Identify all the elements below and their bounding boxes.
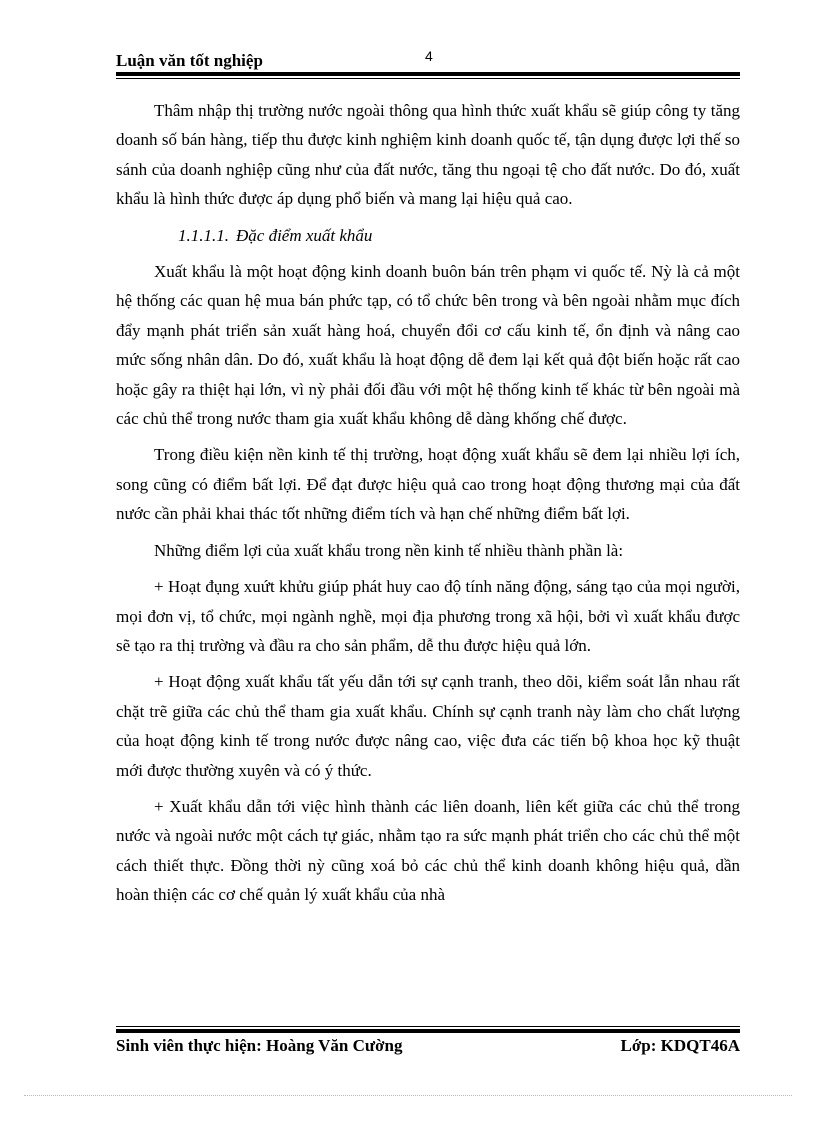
paragraph: Thâm nhập thị trường nước ngoài thông qua hình thức xuất khẩu sẽ giúp công ty tăng doanh số bán hàng, tiếp thu được kinh nghiệm kinh doanh quốc tế, tận dụng được lợi thế so sánh của doanh nghiệp cũng như của đất nước, tăng thu ngoại tệ cho đất nước. Do đó, xuất khẩu là hình thức được áp dụng phổ biến và mang lại hiệu quả cao. [116,101,740,209]
section-heading [116,221,740,250]
page-number: 4 [425,48,433,64]
paragraph: + Hoạt động xuất khẩu tất yếu dẫn tới sự cạnh tranh, theo dõi, kiểm soát lẫn nhau rất chặt trẽ giữa các chủ thể tham gia xuất khẩu. Chính sự cạnh tranh này làm cho chất lượng của hoạt động kinh tế trong nước được nâng cao, việc đưa các tiến bộ khoa học kỹ thuật mới được thường xuyên và có ý thức. [116,672,740,780]
footer-student: Sinh viên thực hiện: Hoàng Văn Cường [116,1036,403,1055]
page-edge-divider [24,1095,792,1096]
paragraph: Trong điều kiện nền kinh tế thị trường, hoạt động xuất khẩu sẽ đem lại nhiều lợi ích, song cũng có điểm bất lợi. Để đạt được hiệu quả cao trong hoạt động thương mại của đất nước cần phải khai thác tốt những điểm tích và hạn chế những điểm bất lợi. [116,445,740,524]
document-body [116,96,740,917]
section-title: Đặc điểm xuất khẩu [236,225,373,245]
footer-rule-thick [116,1029,740,1033]
page-header [116,48,740,74]
section-number: 1.1.1.1. [178,225,229,245]
footer-rule-thin [116,1026,740,1027]
header-rule-thin [116,78,740,79]
paragraph: Xuất khẩu là một hoạt động kinh doanh buôn bán trên phạm vi quốc tế. Nỳ là cả một hệ thống các quan hệ mua bán phức tạp, có tổ chức bên trong và bên ngoài nhằm mục đích đẩy mạnh phát triển sản xuất hàng hoá, chuyển đổi cơ cấu kinh tế, ổn định và nâng cao mức sống nhân dân. Do đó, xuất khẩu là hoạt động dễ đem lại kết quả đột biến hoặc rất cao hoặc gây ra thiệt hại lớn, vì nỳ phải đối đầu với một hệ thống kinh tế khác từ bên ngoài mà các chủ thể trong nước tham gia xuất khẩu không dễ dàng khống chế được. [116,262,740,429]
header-rule-thick [116,72,740,76]
paragraph: + Hoạt đụng xuứt khửu giúp phát huy cao độ tính năng động, sáng tạo của mọi người, mọi đơn vị, tổ chức, mọi ngành nghề, mọi địa phương trong xã hội, bởi vì xuất khẩu được sẽ tạo ra thị trường và đầu ra cho sản phẩm, dễ thu được hiệu quả lớn. [116,577,740,655]
paragraph: Những điểm lợi của xuất khẩu trong nền kinh tế nhiều thành phần là: [154,540,624,560]
footer-class: Lớp: KDQT46A [620,1036,740,1055]
header-title: Luận văn tốt nghiệp [116,51,263,70]
paragraph: + Xuất khẩu dẫn tới việc hình thành các liên doanh, liên kết giữa các chủ thể trong nước và ngoài nước một cách tự giác, nhằm tạo ra sức mạnh phát triển cho các chủ thể một cách thiết thực. Đồng thời nỳ cũng xoá bỏ các chủ thể kinh doanh không hiệu quả, dần hoàn thiện các cơ chế quản lý xuất khẩu của nhà [116,796,740,905]
